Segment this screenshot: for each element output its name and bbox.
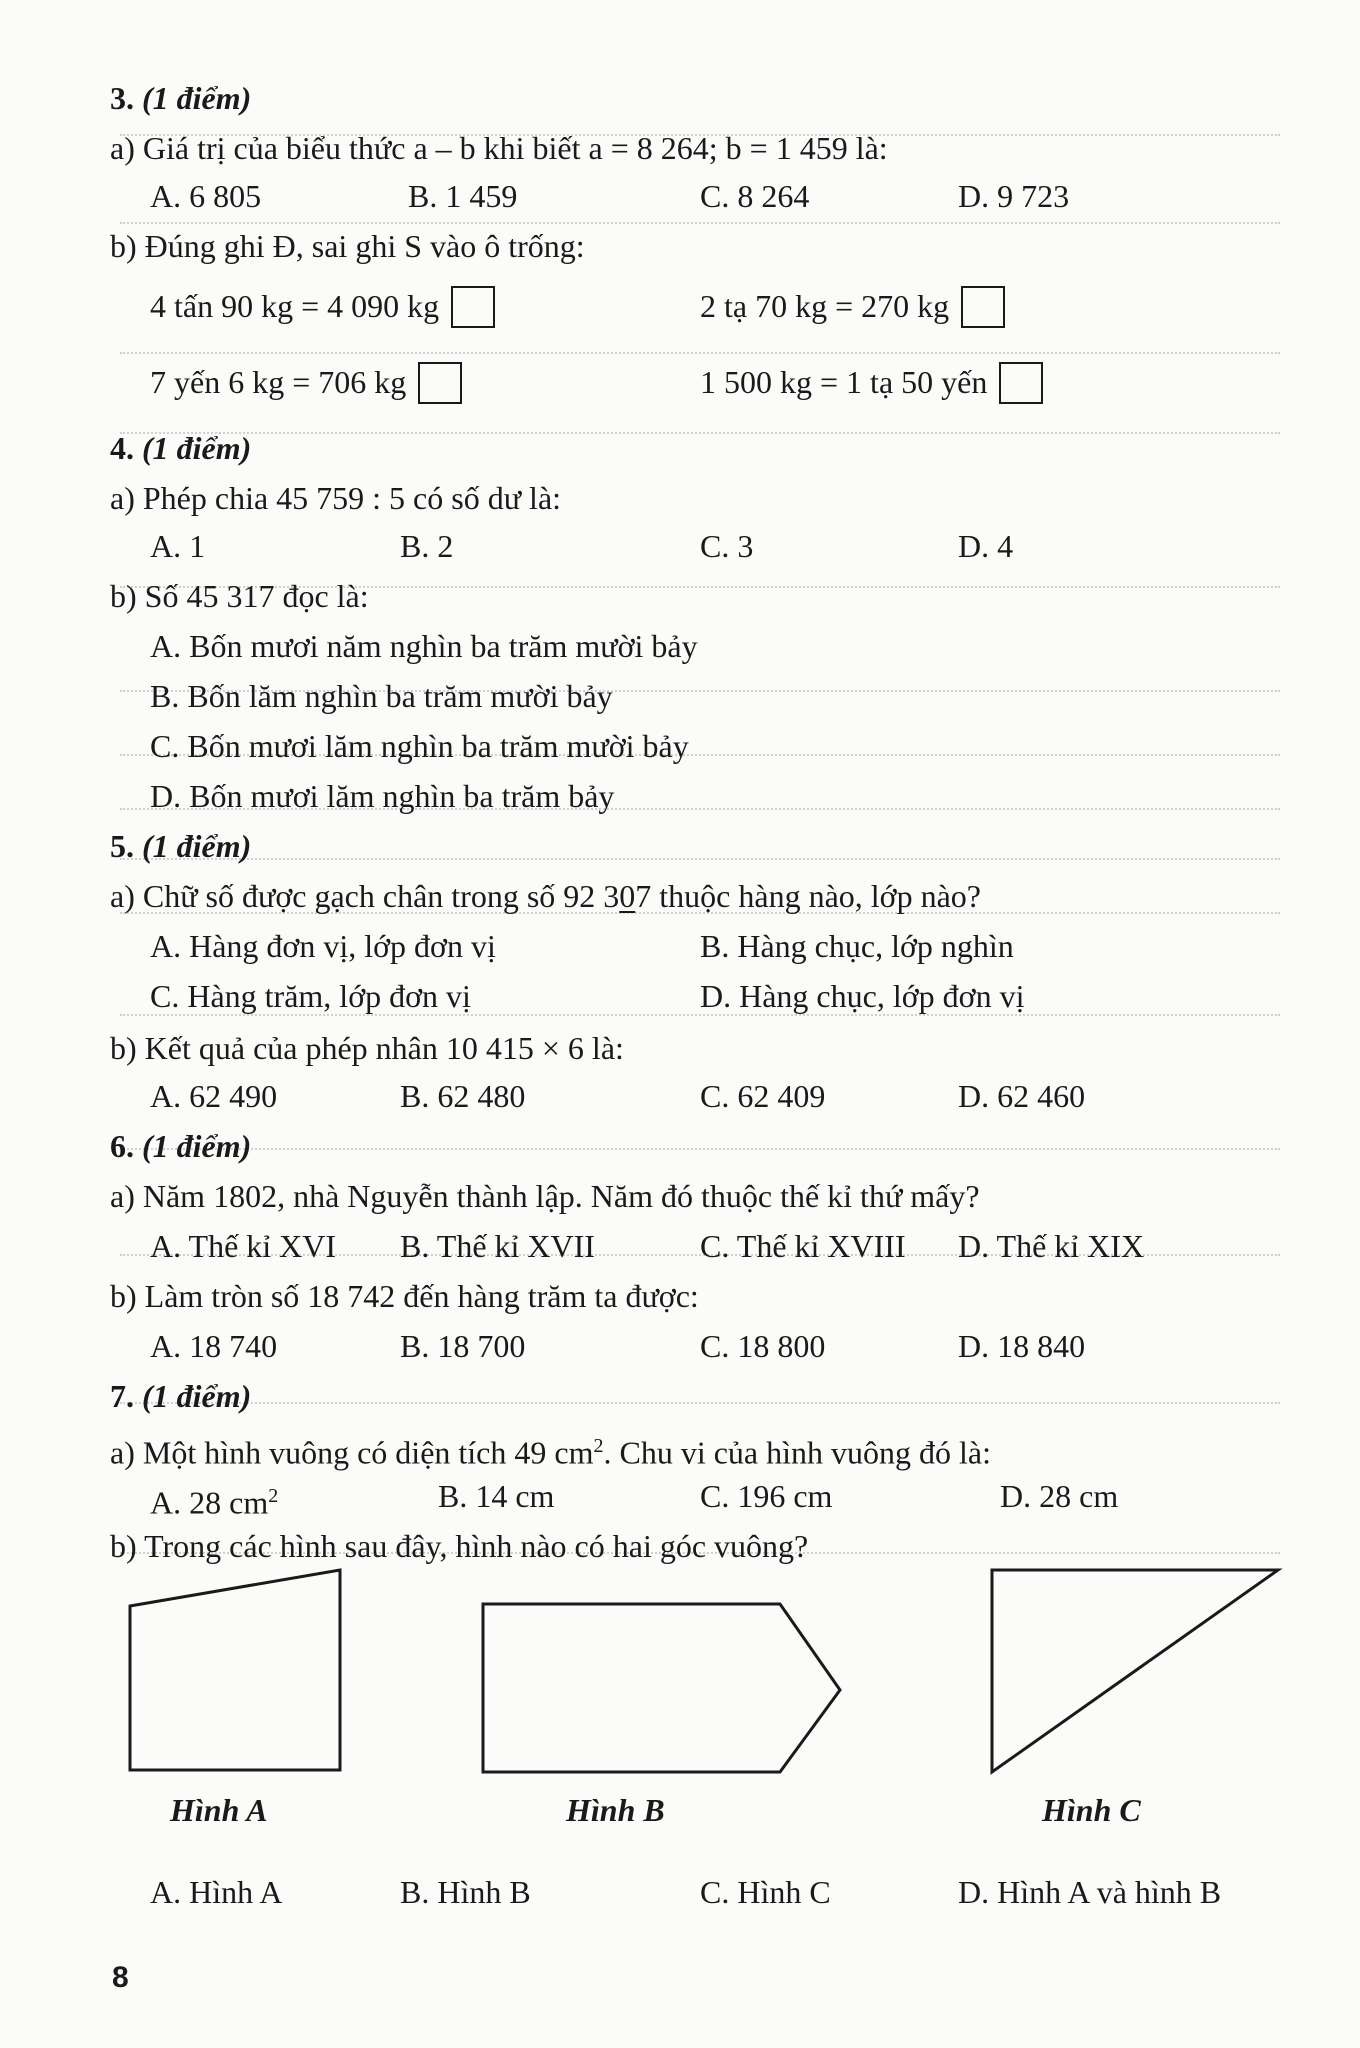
option-b[interactable]: B. Hình B: [400, 1874, 531, 1910]
figure-c-caption: Hình C: [1042, 1792, 1141, 1828]
figure-c-trapezoid: [992, 1570, 1278, 1772]
question-points: (1 điểm): [142, 430, 252, 466]
option-a[interactable]: A. 1: [150, 528, 206, 564]
page-number: 8: [112, 1961, 129, 1994]
option-d[interactable]: D. 28 cm: [1000, 1478, 1119, 1514]
question-number: 3.: [110, 80, 134, 116]
option-b[interactable]: B. 62 480: [400, 1078, 526, 1114]
option-c[interactable]: C. 196 cm: [700, 1478, 833, 1514]
option-a[interactable]: A. 18 740: [150, 1328, 278, 1364]
statement: 2 tạ 70 kg = 270 kg: [700, 288, 950, 324]
question-number: 4.: [110, 430, 134, 466]
question-number: 7.: [110, 1378, 134, 1414]
statement: 4 tấn 90 kg = 4 090 kg: [150, 288, 440, 324]
figure-b-caption: Hình B: [566, 1792, 665, 1828]
option-c[interactable]: C. Thế kỉ XVIII: [700, 1228, 906, 1264]
question-6b-prompt: b) Làm tròn số 18 742 đến hàng trăm ta được:: [110, 1278, 699, 1314]
superscript: 2: [593, 1435, 604, 1457]
option-c[interactable]: C. 3: [700, 528, 754, 564]
figure-b-pentagon: [483, 1604, 840, 1772]
question-5b-prompt: b) Kết quả của phép nhân 10 415 × 6 là:: [110, 1030, 624, 1066]
question-points: (1 điểm): [142, 828, 252, 864]
option-b[interactable]: B. 1 459: [408, 178, 518, 214]
option-b[interactable]: B. Thế kỉ XVII: [400, 1228, 595, 1264]
option-b[interactable]: B. 2: [400, 528, 454, 564]
option-d[interactable]: D. 4: [958, 528, 1014, 564]
option-c[interactable]: C. Hình C: [700, 1874, 831, 1910]
statement: 7 yến 6 kg = 706 kg: [150, 364, 407, 400]
option-d[interactable]: D. Thế kỉ XIX: [958, 1228, 1145, 1264]
underlined-digit: 0: [619, 878, 636, 914]
option-d[interactable]: D. Hình A và hình B: [958, 1874, 1222, 1910]
option-d[interactable]: D. Hàng chục, lớp đơn vị: [700, 978, 1025, 1014]
option-b[interactable]: B. Hàng chục, lớp nghìn: [700, 928, 1014, 964]
question-3a-prompt: a) Giá trị của biểu thức a – b khi biết a = 8 264; b = 1 459 là:: [110, 130, 888, 166]
option-d[interactable]: D. 9 723: [958, 178, 1070, 214]
option-a[interactable]: A. 62 490: [150, 1078, 278, 1114]
question-points: (1 điểm): [142, 1378, 252, 1414]
prompt-text: . Chu vi của hình vuông đó là:: [603, 1434, 991, 1471]
option-c[interactable]: C. 18 800: [700, 1328, 826, 1364]
option-c[interactable]: C. 8 264: [700, 178, 810, 214]
prompt-text: a) Chữ số được gạch chân trong số 92 3: [110, 878, 620, 914]
figure-a-caption: Hình A: [170, 1792, 268, 1828]
option-c[interactable]: C. 62 409: [700, 1078, 826, 1114]
prompt-text: 7 thuộc hàng nào, lớp nào?: [635, 878, 981, 914]
option-text: A. 28 cm: [150, 1484, 269, 1521]
question-number: 6.: [110, 1128, 134, 1164]
superscript: 2: [268, 1485, 279, 1507]
option-a[interactable]: A. Hàng đơn vị, lớp đơn vị: [150, 928, 496, 964]
option-b[interactable]: B. Bốn lăm nghìn ba trăm mười bảy: [150, 678, 613, 714]
question-4b-prompt: b) Số 45 317 đọc là:: [110, 578, 369, 614]
question-3b-prompt: b) Đúng ghi Đ, sai ghi S vào ô trống:: [110, 228, 585, 264]
option-a[interactable]: A. Thế kỉ XVI: [150, 1228, 337, 1264]
question-points: (1 điểm): [142, 1128, 252, 1164]
option-a[interactable]: A. Bốn mươi năm nghìn ba trăm mười bảy: [150, 628, 698, 664]
question-number: 5.: [110, 828, 134, 864]
option-a[interactable]: A. 6 805: [150, 178, 262, 214]
option-b[interactable]: B. 14 cm: [438, 1478, 555, 1514]
option-c[interactable]: C. Bốn mươi lăm nghìn ba trăm mười bảy: [150, 728, 689, 764]
prompt-text: a) Một hình vuông có diện tích 49 cm: [110, 1434, 594, 1471]
question-6a-prompt: a) Năm 1802, nhà Nguyễn thành lập. Năm đó thuộc thế kỉ thứ mấy?: [110, 1178, 980, 1214]
option-a[interactable]: A. Hình A: [150, 1874, 283, 1910]
figure-a-quadrilateral: [130, 1570, 340, 1770]
option-c[interactable]: C. Hàng trăm, lớp đơn vị: [150, 978, 471, 1014]
option-d[interactable]: D. 18 840: [958, 1328, 1086, 1364]
question-4a-prompt: a) Phép chia 45 759 : 5 có số dư là:: [110, 480, 562, 516]
statement: 1 500 kg = 1 tạ 50 yến: [700, 364, 988, 400]
option-b[interactable]: B. 18 700: [400, 1328, 526, 1364]
question-points: (1 điểm): [142, 80, 252, 116]
option-d[interactable]: D. Bốn mươi lăm nghìn ba trăm bảy: [150, 778, 615, 814]
option-d[interactable]: D. 62 460: [958, 1078, 1086, 1114]
question-7b-prompt: b) Trong các hình sau đây, hình nào có hai góc vuông?: [110, 1528, 809, 1564]
